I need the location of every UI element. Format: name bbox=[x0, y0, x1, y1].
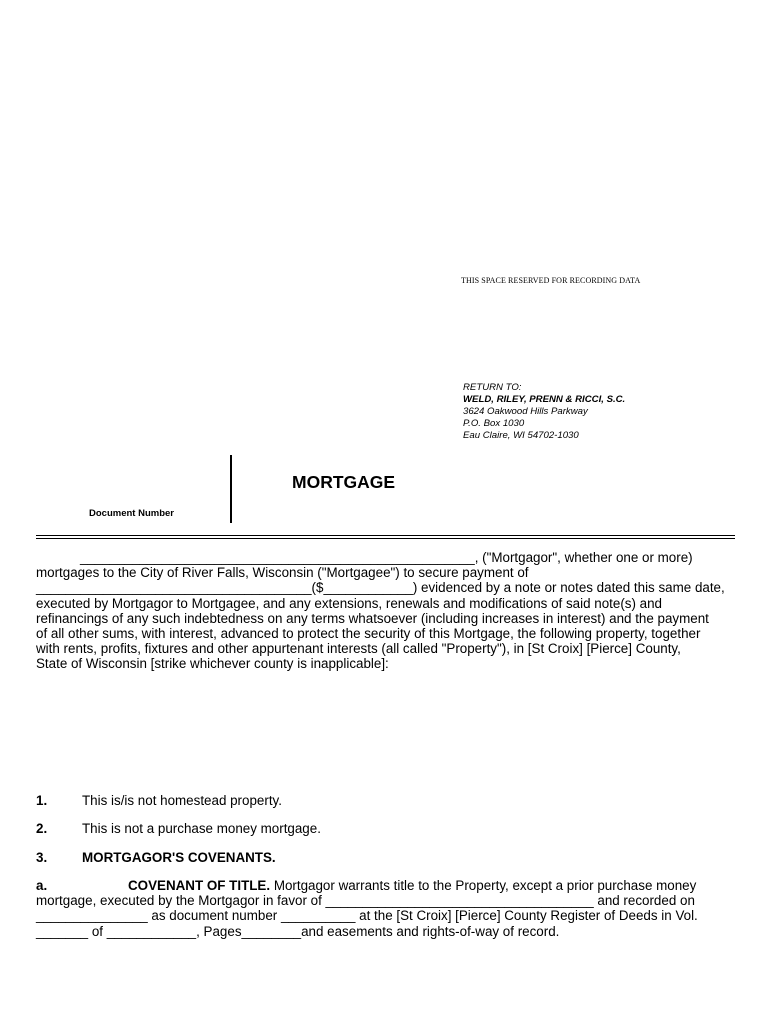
list-item bbox=[36, 793, 282, 808]
top-rule bbox=[36, 535, 735, 536]
covenant-line: _______ of ____________, Pages________and easements and rights-of-way of record. bbox=[36, 923, 560, 939]
covenant-number: a. bbox=[36, 878, 48, 893]
intro-line: State of Wisconsin [strike whichever county is inapplicable]: bbox=[36, 656, 389, 672]
covenant-line: mortgage, executed by the Mortgagor in favor of ____________________________________ and recorded on bbox=[36, 893, 695, 909]
covenant-heading: COVENANT OF TITLE. bbox=[128, 878, 271, 893]
item-number: 2. bbox=[36, 821, 48, 836]
list-item bbox=[36, 850, 276, 865]
covenant-text: Mortgagor warrants title to the Property, except a prior purchase money bbox=[270, 878, 697, 893]
intro-line: executed by Mortgagor to Mortgagee, and any extensions, renewals and modifications of said note(s) and bbox=[36, 595, 663, 611]
item-text: This is/is not homestead property. bbox=[82, 793, 282, 808]
item-text: MORTGAGOR'S COVENANTS. bbox=[82, 850, 276, 865]
return-to-street: 3624 Oakwood Hills Parkway bbox=[463, 406, 588, 417]
item-number: 3. bbox=[36, 850, 48, 865]
intro-line: _____________________________________________________, ("Mortgagor", whether one or more) bbox=[80, 550, 693, 565]
intro-paragraph bbox=[36, 550, 736, 672]
list-item bbox=[36, 821, 321, 836]
return-to-firm: WELD, RILEY, PRENN & RICCI, S.C. bbox=[463, 394, 626, 405]
intro-line: mortgages to the City of River Falls, Wisconsin ("Mortgagee") to secure payment of bbox=[36, 565, 529, 581]
header-divider bbox=[230, 455, 232, 523]
document-number-label: Document Number bbox=[89, 508, 174, 519]
covenant-line: _______________ as document number __________ at the [St Croix] [Pierce] County Register of Deeds in Vol. bbox=[36, 908, 698, 924]
page-title: MORTGAGE bbox=[292, 472, 396, 492]
return-to-label: RETURN TO: bbox=[463, 382, 522, 393]
item-text: This is not a purchase money mortgage. bbox=[82, 821, 321, 836]
intro-line: of all other sums, with interest, advanced to protect the security of this Mortgage, the following property, together bbox=[36, 626, 701, 642]
top-rule-second bbox=[36, 538, 735, 539]
intro-line: refinancings of any such indebtedness on any terms whatsoever (including increases in interest) and the payment bbox=[36, 610, 709, 626]
item-number: 1. bbox=[36, 793, 48, 808]
return-to-po-box: P.O. Box 1030 bbox=[463, 418, 525, 429]
intro-line: _____________________________________($____________) evidenced by a note or notes dated this same date, bbox=[36, 580, 725, 596]
recording-space-label: THIS SPACE RESERVED FOR RECORDING DATA bbox=[461, 276, 641, 285]
return-to-block bbox=[463, 382, 625, 442]
intro-line: with rents, profits, fixtures and other appurtenant interests (all called "Property"), in [St Croix] [Pierce] County, bbox=[36, 641, 681, 657]
return-to-city: Eau Claire, WI 54702-1030 bbox=[463, 430, 579, 441]
covenant-paragraph bbox=[36, 878, 736, 939]
